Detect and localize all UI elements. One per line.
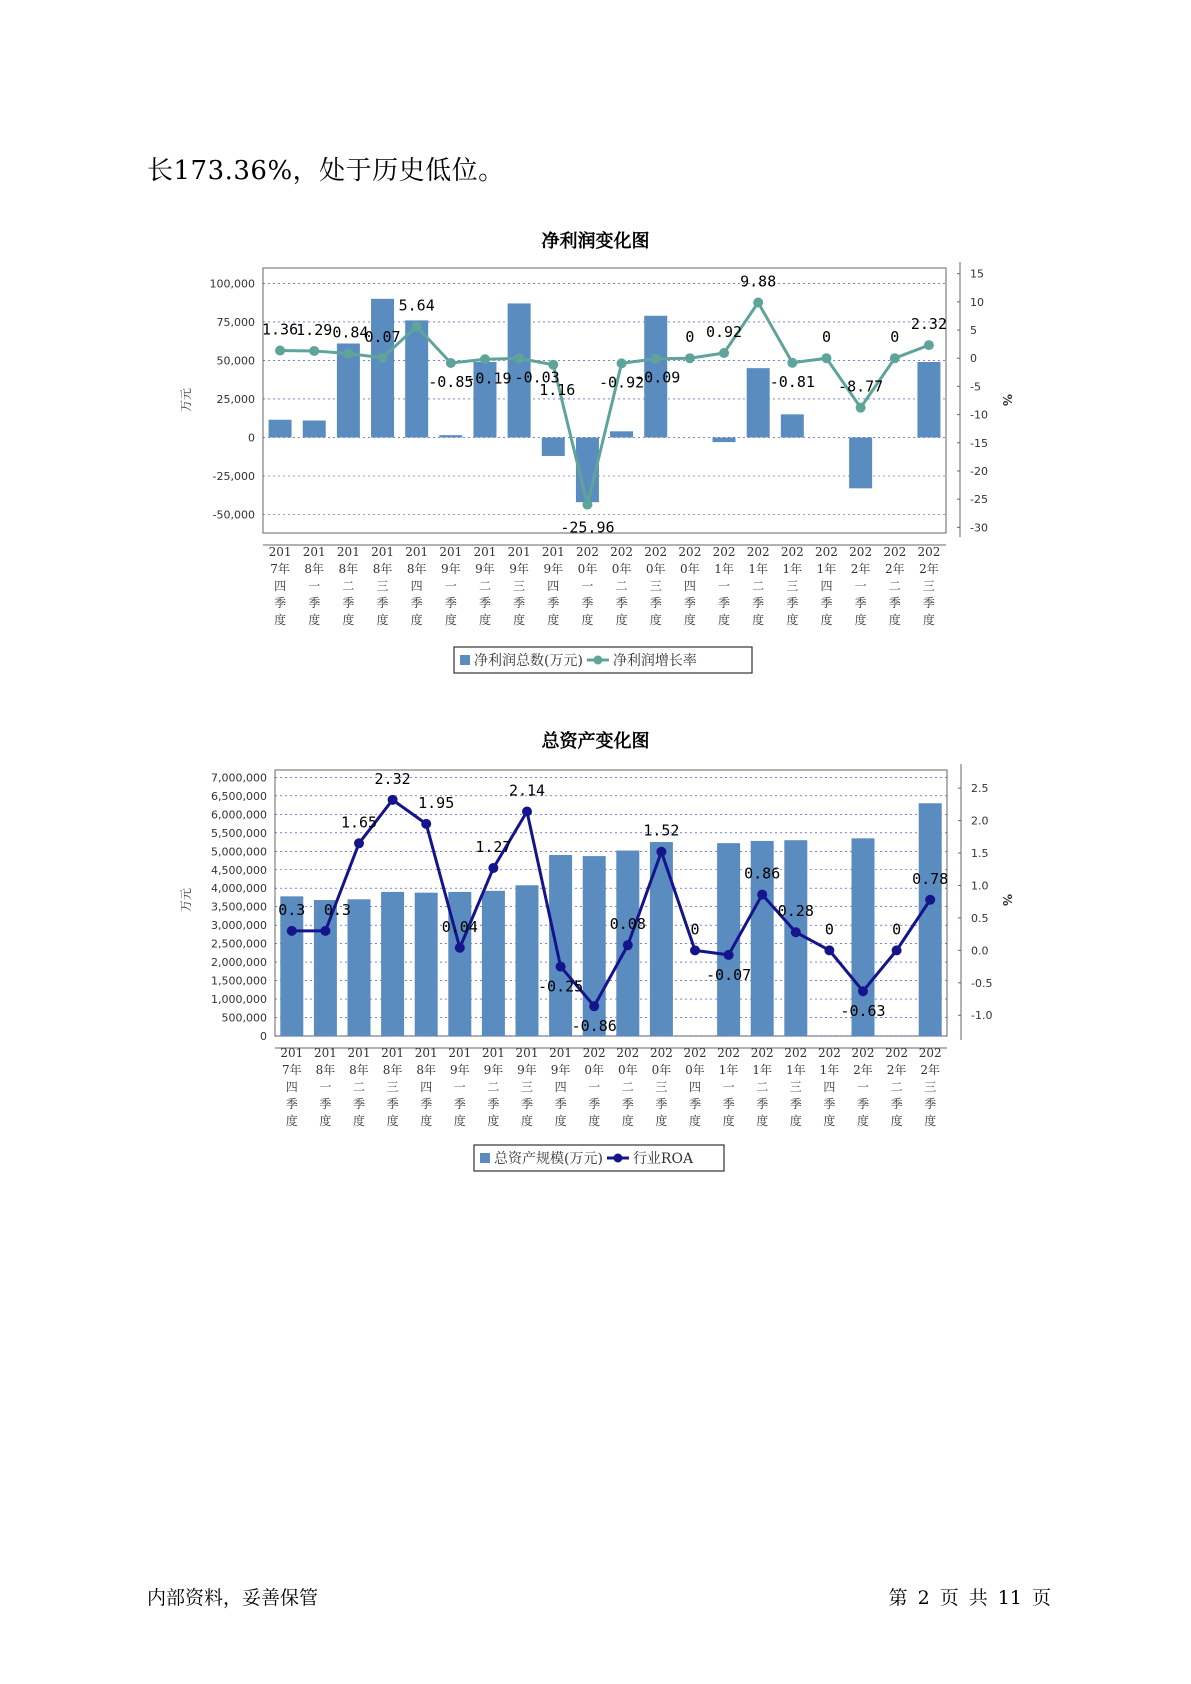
- category-label: 202 1年一季度: [712, 545, 736, 627]
- footer-confidential-note: 内部资料，妥善保管: [147, 1587, 319, 1609]
- left-axis-tick: 5,000,000: [211, 845, 267, 859]
- data-label: 0: [821, 328, 831, 347]
- line-point: [455, 943, 465, 953]
- line-point: [690, 945, 700, 955]
- category-label: 202 2年三季度: [918, 1046, 942, 1128]
- left-axis-tick: 4,500,000: [211, 863, 267, 877]
- right-axis-tick: 15: [970, 267, 984, 281]
- legend-line-marker: [613, 1154, 622, 1163]
- plot-frame: [275, 770, 947, 1036]
- left-axis-tick: 3,500,000: [211, 900, 267, 914]
- category-label: 201 9年一季度: [439, 545, 463, 627]
- category-label: 202 0年四季度: [683, 1046, 707, 1128]
- left-axis-tick: 1,000,000: [211, 993, 267, 1007]
- data-label: 0.04: [441, 917, 478, 936]
- legend-line-label: 净利润增长率: [612, 653, 697, 669]
- data-label: 0: [690, 920, 700, 939]
- right-axis-label: %: [1000, 393, 1014, 407]
- data-label: 5.64: [398, 296, 435, 315]
- category-label: 201 9年二季度: [481, 1046, 505, 1128]
- line-point: [824, 945, 834, 955]
- right-axis-tick: 1.5: [971, 847, 989, 861]
- category-label: 201 8年一季度: [313, 1046, 337, 1128]
- data-label: 0: [685, 328, 695, 347]
- line-point: [354, 838, 364, 848]
- line-point: [287, 926, 297, 936]
- left-axis-tick: 6,000,000: [211, 808, 267, 822]
- category-label: 201 8年四季度: [405, 545, 429, 627]
- line-point: [791, 927, 801, 937]
- right-axis-tick: 2.5: [971, 782, 989, 796]
- data-label: 9.88: [740, 272, 777, 291]
- data-label: 2.32: [910, 315, 947, 334]
- legend-line-label: 行业ROA: [632, 1151, 694, 1167]
- data-label: -0.09: [635, 368, 681, 387]
- data-label: -0.86: [571, 1017, 617, 1036]
- category-label: 201 8年四季度: [414, 1046, 438, 1128]
- category-label: 201 9年四季度: [541, 545, 565, 627]
- right-axis-tick: 0.5: [971, 911, 989, 925]
- data-label: 0: [892, 920, 902, 939]
- right-axis-tick: 10: [970, 295, 984, 309]
- data-label: -0.63: [840, 1002, 886, 1021]
- line-point: [421, 819, 431, 829]
- data-label: 2.32: [374, 769, 411, 788]
- right-axis-tick: 0.0: [971, 944, 989, 958]
- category-label: 202 2年二季度: [885, 1046, 909, 1128]
- category-label: 202 1年四季度: [815, 545, 838, 627]
- assets-chart-title: 总资产变化图: [541, 731, 650, 752]
- category-label: 201 9年四季度: [549, 1046, 573, 1128]
- data-label: 1.36: [262, 320, 299, 339]
- left-axis-tick: 2,500,000: [211, 937, 267, 951]
- category-label: 202 2年三季度: [917, 545, 941, 627]
- profit-chart-title: 净利润变化图: [541, 231, 650, 252]
- line-point: [320, 926, 330, 936]
- line-point: [522, 807, 532, 817]
- left-axis-tick: 500,000: [221, 1011, 267, 1025]
- line-point: [623, 940, 633, 950]
- category-label: 201 9年一季度: [448, 1046, 472, 1128]
- line-point: [589, 1001, 599, 1011]
- right-axis-tick: -0.5: [971, 976, 993, 990]
- category-label: 202 1年一季度: [717, 1046, 741, 1128]
- legend-bar-label: 总资产规模(万元): [494, 1151, 603, 1167]
- category-label: 202 1年三季度: [784, 1046, 808, 1128]
- data-label: 0: [824, 920, 834, 939]
- legend-bar-label: 净利润总数(万元): [474, 653, 583, 669]
- right-axis-tick: -10: [970, 408, 988, 422]
- data-label: 1.65: [340, 813, 378, 832]
- category-label: 201 9年三季度: [515, 1046, 539, 1128]
- right-axis-tick: -15: [970, 436, 988, 450]
- left-axis-tick: -25,000: [212, 469, 255, 483]
- data-label: 2.14: [508, 781, 546, 800]
- data-label: -0.81: [769, 372, 815, 391]
- data-label: 0.86: [744, 864, 781, 883]
- category-label: 201 8年二季度: [336, 545, 360, 627]
- category-label: 202 0年三季度: [644, 545, 668, 627]
- left-axis-tick: 1,500,000: [211, 974, 267, 988]
- line-point: [488, 863, 498, 873]
- line-point: [388, 795, 398, 805]
- line-point: [925, 895, 935, 905]
- left-axis-tick: 0: [260, 1030, 267, 1043]
- intro-text: 长173.36%，处于历史低位。: [147, 156, 505, 186]
- left-axis-tick: 4,000,000: [211, 882, 267, 896]
- category-label: 201 7年四季度: [268, 545, 292, 627]
- right-axis-tick: 0: [970, 352, 977, 366]
- data-label: -0.03: [514, 368, 560, 387]
- line-point: [556, 962, 566, 972]
- legend-bar-swatch: [480, 1153, 490, 1163]
- data-label: 1.16: [539, 380, 576, 399]
- category-label: 202 2年二季度: [883, 545, 907, 627]
- bar: [381, 892, 404, 1036]
- category-label: 202 2年一季度: [851, 1046, 875, 1128]
- data-label: 0.78: [912, 869, 949, 888]
- category-label: 202 0年三季度: [649, 1046, 673, 1128]
- right-axis-tick: -20: [970, 464, 988, 478]
- left-axis-tick: 2,000,000: [211, 956, 267, 970]
- data-label: 0.28: [777, 902, 814, 921]
- data-label: 1.29: [296, 320, 333, 339]
- data-label: 0: [890, 328, 900, 347]
- category-label: 202 1年四季度: [817, 1046, 841, 1128]
- data-label: -0.19: [466, 369, 512, 388]
- bar: [415, 893, 438, 1036]
- left-axis-label: 万元: [179, 387, 193, 413]
- left-axis-tick: -50,000: [212, 508, 255, 522]
- left-axis-tick: 25,000: [216, 392, 255, 406]
- category-label: 202 0年一季度: [575, 545, 599, 627]
- data-label: -8.77: [838, 377, 884, 396]
- data-label: 0.84: [332, 323, 369, 342]
- category-label: 202 0年四季度: [678, 545, 702, 627]
- category-label: 201 7年四季度: [280, 1046, 304, 1128]
- right-axis-tick: -25: [970, 493, 988, 507]
- bar: [348, 899, 371, 1036]
- left-axis-tick: 6,500,000: [211, 789, 267, 803]
- right-axis-tick: -1.0: [971, 1009, 993, 1023]
- data-label: 1.95: [418, 793, 455, 812]
- data-label: 1.52: [643, 821, 680, 840]
- data-label: -0.25: [538, 977, 584, 996]
- data-label: 0.3: [323, 900, 351, 919]
- category-label: 202 1年二季度: [746, 545, 770, 627]
- data-label: 0.08: [609, 915, 646, 934]
- bar: [314, 900, 337, 1036]
- category-label: 201 9年三季度: [507, 545, 531, 627]
- category-label: 202 2年一季度: [849, 545, 873, 627]
- data-label: -0.92: [598, 373, 645, 392]
- data-label: -25.96: [560, 518, 615, 537]
- left-axis-tick: 7,000,000: [211, 771, 267, 785]
- data-label: 0.3: [278, 900, 306, 919]
- left-axis-tick: 75,000: [216, 315, 255, 329]
- left-axis-label: 万元: [179, 887, 193, 913]
- category-label: 201 8年一季度: [302, 545, 326, 627]
- data-label: 0.92: [705, 323, 743, 342]
- category-label: 202 0年二季度: [610, 545, 634, 627]
- category-label: 202 0年二季度: [616, 1046, 640, 1128]
- right-axis-tick: 1.0: [971, 879, 989, 893]
- left-axis-tick: 100,000: [209, 277, 255, 291]
- category-label: 201 8年三季度: [371, 545, 394, 627]
- bar: [919, 803, 942, 1036]
- left-axis-tick: 5,500,000: [211, 826, 267, 840]
- line-point: [892, 945, 902, 955]
- category-label: 201 8年三季度: [381, 1046, 405, 1128]
- bar: [549, 855, 572, 1036]
- line-point: [656, 847, 666, 857]
- bar: [482, 891, 505, 1036]
- category-label: 202 0年一季度: [582, 1046, 606, 1128]
- category-label: 202 1年二季度: [750, 1046, 774, 1128]
- left-axis-tick: 0: [248, 431, 255, 445]
- data-label: -0.85: [428, 373, 474, 392]
- left-axis-tick: 50,000: [216, 354, 255, 368]
- category-label: 202 1年三季度: [780, 545, 804, 627]
- data-label: 0.07: [364, 327, 401, 346]
- line-point: [858, 986, 868, 996]
- right-axis-tick: 5: [970, 324, 977, 338]
- right-axis-label: %: [1000, 893, 1014, 907]
- category-label: 201 8年二季度: [347, 1046, 371, 1128]
- left-axis-tick: 3,000,000: [211, 919, 267, 933]
- data-label: 1.27: [475, 837, 512, 856]
- footer-page-number: 第 2 页 共 11 页: [888, 1587, 1051, 1609]
- right-axis-tick: 2.0: [971, 814, 989, 828]
- category-label: 201 9年二季度: [473, 545, 497, 627]
- bar: [516, 885, 539, 1036]
- right-axis-tick: -5: [970, 380, 981, 394]
- line-point: [757, 890, 767, 900]
- line-point: [724, 950, 734, 960]
- right-axis-tick: -30: [970, 521, 988, 535]
- data-label: -0.07: [706, 965, 752, 984]
